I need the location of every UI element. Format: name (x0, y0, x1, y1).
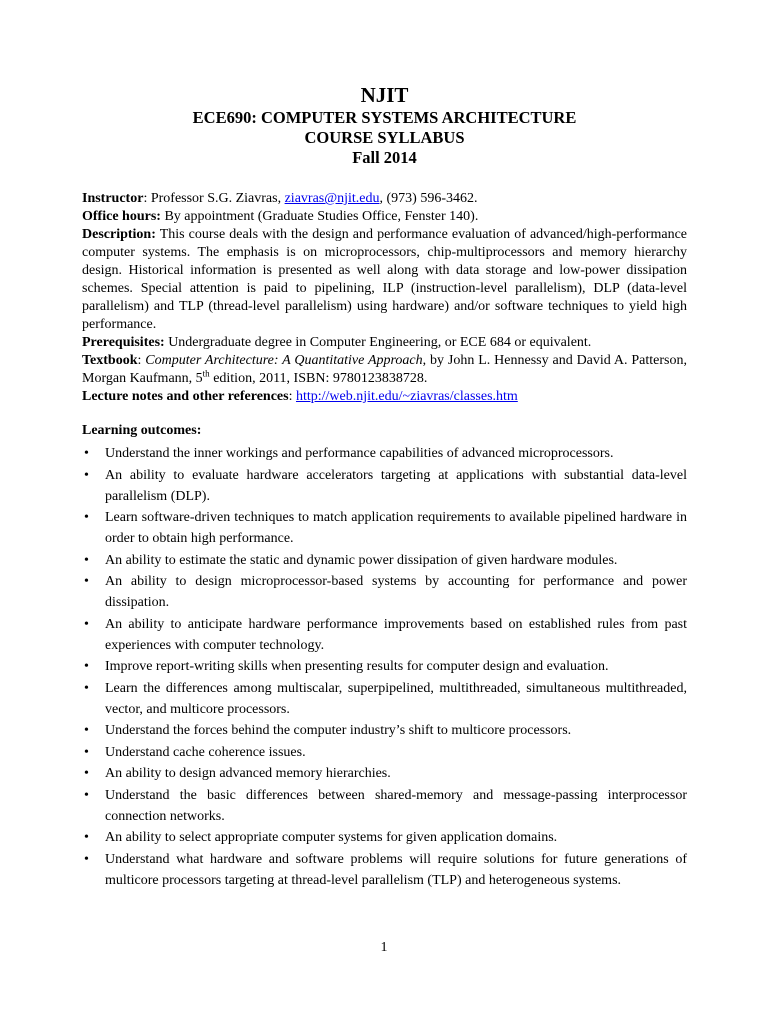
list-item (82, 720, 687, 741)
bullet-icon: • (84, 766, 89, 781)
office-hours-line (82, 208, 687, 226)
textbook-details-b: edition, 2011, ISBN: 9780123838728. (209, 371, 428, 386)
term: Fall 2014 (352, 148, 417, 167)
bullet-icon: • (84, 446, 89, 461)
prerequisites-text: Undergraduate degree in Computer Engineering, or ECE 684 or equivalent. (164, 335, 592, 350)
outcome-text: Learn software-driven techniques to match application requirements to available pipelined hardware in order to obtain high performance. (105, 510, 687, 546)
lecture-notes-label: Lecture notes and other references (82, 389, 289, 404)
list-item (82, 763, 687, 784)
bullet-icon: • (84, 510, 89, 525)
course-title: ECE690: COMPUTER SYSTEMS ARCHITECTURE (192, 108, 577, 127)
list-item (82, 827, 687, 848)
list-item (82, 678, 687, 720)
document-type: COURSE SYLLABUS (304, 128, 465, 147)
textbook-title: Computer Architecture: A Quantitative Approach (145, 353, 423, 368)
prerequisites-label: Prerequisites: (82, 335, 165, 350)
bullet-icon: • (84, 851, 89, 867)
course-info (82, 190, 687, 406)
bullet-icon: • (84, 744, 89, 760)
page-number: 1 (380, 940, 388, 955)
bullet-icon: • (84, 616, 89, 632)
list-item (82, 742, 687, 763)
textbook-sep: : (137, 353, 146, 368)
list-item (82, 849, 687, 891)
description-paragraph (82, 226, 687, 334)
syllabus-page (82, 82, 687, 891)
outcome-text: Understand what hardware and software problems will require solutions for future generations of multicore processors targeting at thread-level parallelism (TLP) and heterogeneous systems. (105, 851, 687, 888)
list-item (82, 571, 687, 613)
outcome-text: Understand the forces behind the computer industry’s shift to multicore processors. (105, 723, 572, 738)
textbook-edition-sup: th (202, 368, 210, 379)
outcome-text: Understand the basic differences between shared-memory and message-passing interprocessor connection networks. (105, 787, 687, 824)
lecture-notes-link[interactable]: http://web.njit.edu/~ziavras/classes.htm (295, 389, 518, 404)
list-item (82, 614, 687, 656)
list-item (82, 785, 687, 827)
outcome-text: Improve report-writing skills when presenting results for computer design and evaluation. (105, 659, 609, 674)
outcome-text: An ability to evaluate hardware accelerators targeting at applications with substantial data-level parallelism (DLP). (105, 467, 687, 504)
lecture-notes-line (82, 388, 687, 406)
instructor-email-link[interactable]: ziavras@njit.edu (284, 191, 380, 206)
document-header (82, 82, 687, 168)
bullet-icon: • (84, 659, 89, 674)
bullet-icon: • (84, 830, 89, 845)
list-item (82, 507, 687, 549)
bullet-icon: • (84, 467, 89, 483)
bullet-icon: • (84, 574, 89, 589)
textbook-label: Textbook (82, 353, 138, 368)
list-item (82, 550, 687, 571)
instructor-label: Instructor (82, 191, 144, 206)
institution-title: NJIT (360, 83, 409, 107)
lecture-notes-sep: : (288, 389, 296, 404)
outcome-text: An ability to design microprocessor-based systems by accounting for performance and power dissipation. (105, 574, 687, 610)
learning-outcomes-list (82, 443, 687, 891)
list-item (82, 465, 687, 507)
description-text: This course deals with the design and performance evaluation of advanced/high-performance computer systems. The emphasis is on microprocessors, chip-multiprocessors and memory hierarchy design. Historical information is presented as well along with data storage and low-power dissipation schemes. Special attention is paid to pipelining, ILP (instruction-level parallelism), DLP (data-level parallelism) and TLP (thread-level parallelism) using hardware) and/or software techniques to yield high performance. (82, 227, 687, 332)
outcome-text: An ability to design advanced memory hierarchies. (105, 766, 391, 781)
outcome-text: Understand the inner workings and performance capabilities of advanced microprocessors. (105, 446, 614, 461)
list-item (82, 443, 687, 464)
list-item (82, 656, 687, 677)
instructor-line (82, 190, 687, 208)
office-hours-text: By appointment (Graduate Studies Office, Fenster 140). (160, 209, 479, 224)
outcome-text: Learn the differences among multiscalar, superpipelined, multithreaded, simultaneous multithreaded, vector, and multicore processors. (105, 680, 687, 717)
textbook-details-a: , by John L. Hennessy and David A. Patterson, Morgan Kaufmann, 5 (82, 353, 687, 386)
outcome-text: An ability to anticipate hardware performance improvements based on established rules from past experiences with computer technology. (105, 616, 687, 653)
outcome-text: Understand cache coherence issues. (105, 744, 306, 760)
office-hours-label: Office hours: (82, 209, 161, 224)
textbook-line (82, 352, 687, 388)
instructor-name: : Professor S.G. Ziavras, (143, 191, 285, 206)
bullet-icon: • (84, 680, 89, 696)
prerequisites-line (82, 334, 687, 352)
description-label: Description: (82, 227, 156, 242)
outcome-text: An ability to estimate the static and dynamic power dissipation of given hardware modules. (105, 552, 618, 568)
bullet-icon: • (84, 552, 89, 568)
bullet-icon: • (84, 787, 89, 803)
outcome-text: An ability to select appropriate computer systems for given application domains. (105, 830, 558, 845)
instructor-phone: , (973) 596-3462. (379, 191, 478, 206)
learning-outcomes-title: Learning outcomes: (82, 423, 202, 438)
bullet-icon: • (84, 723, 89, 738)
